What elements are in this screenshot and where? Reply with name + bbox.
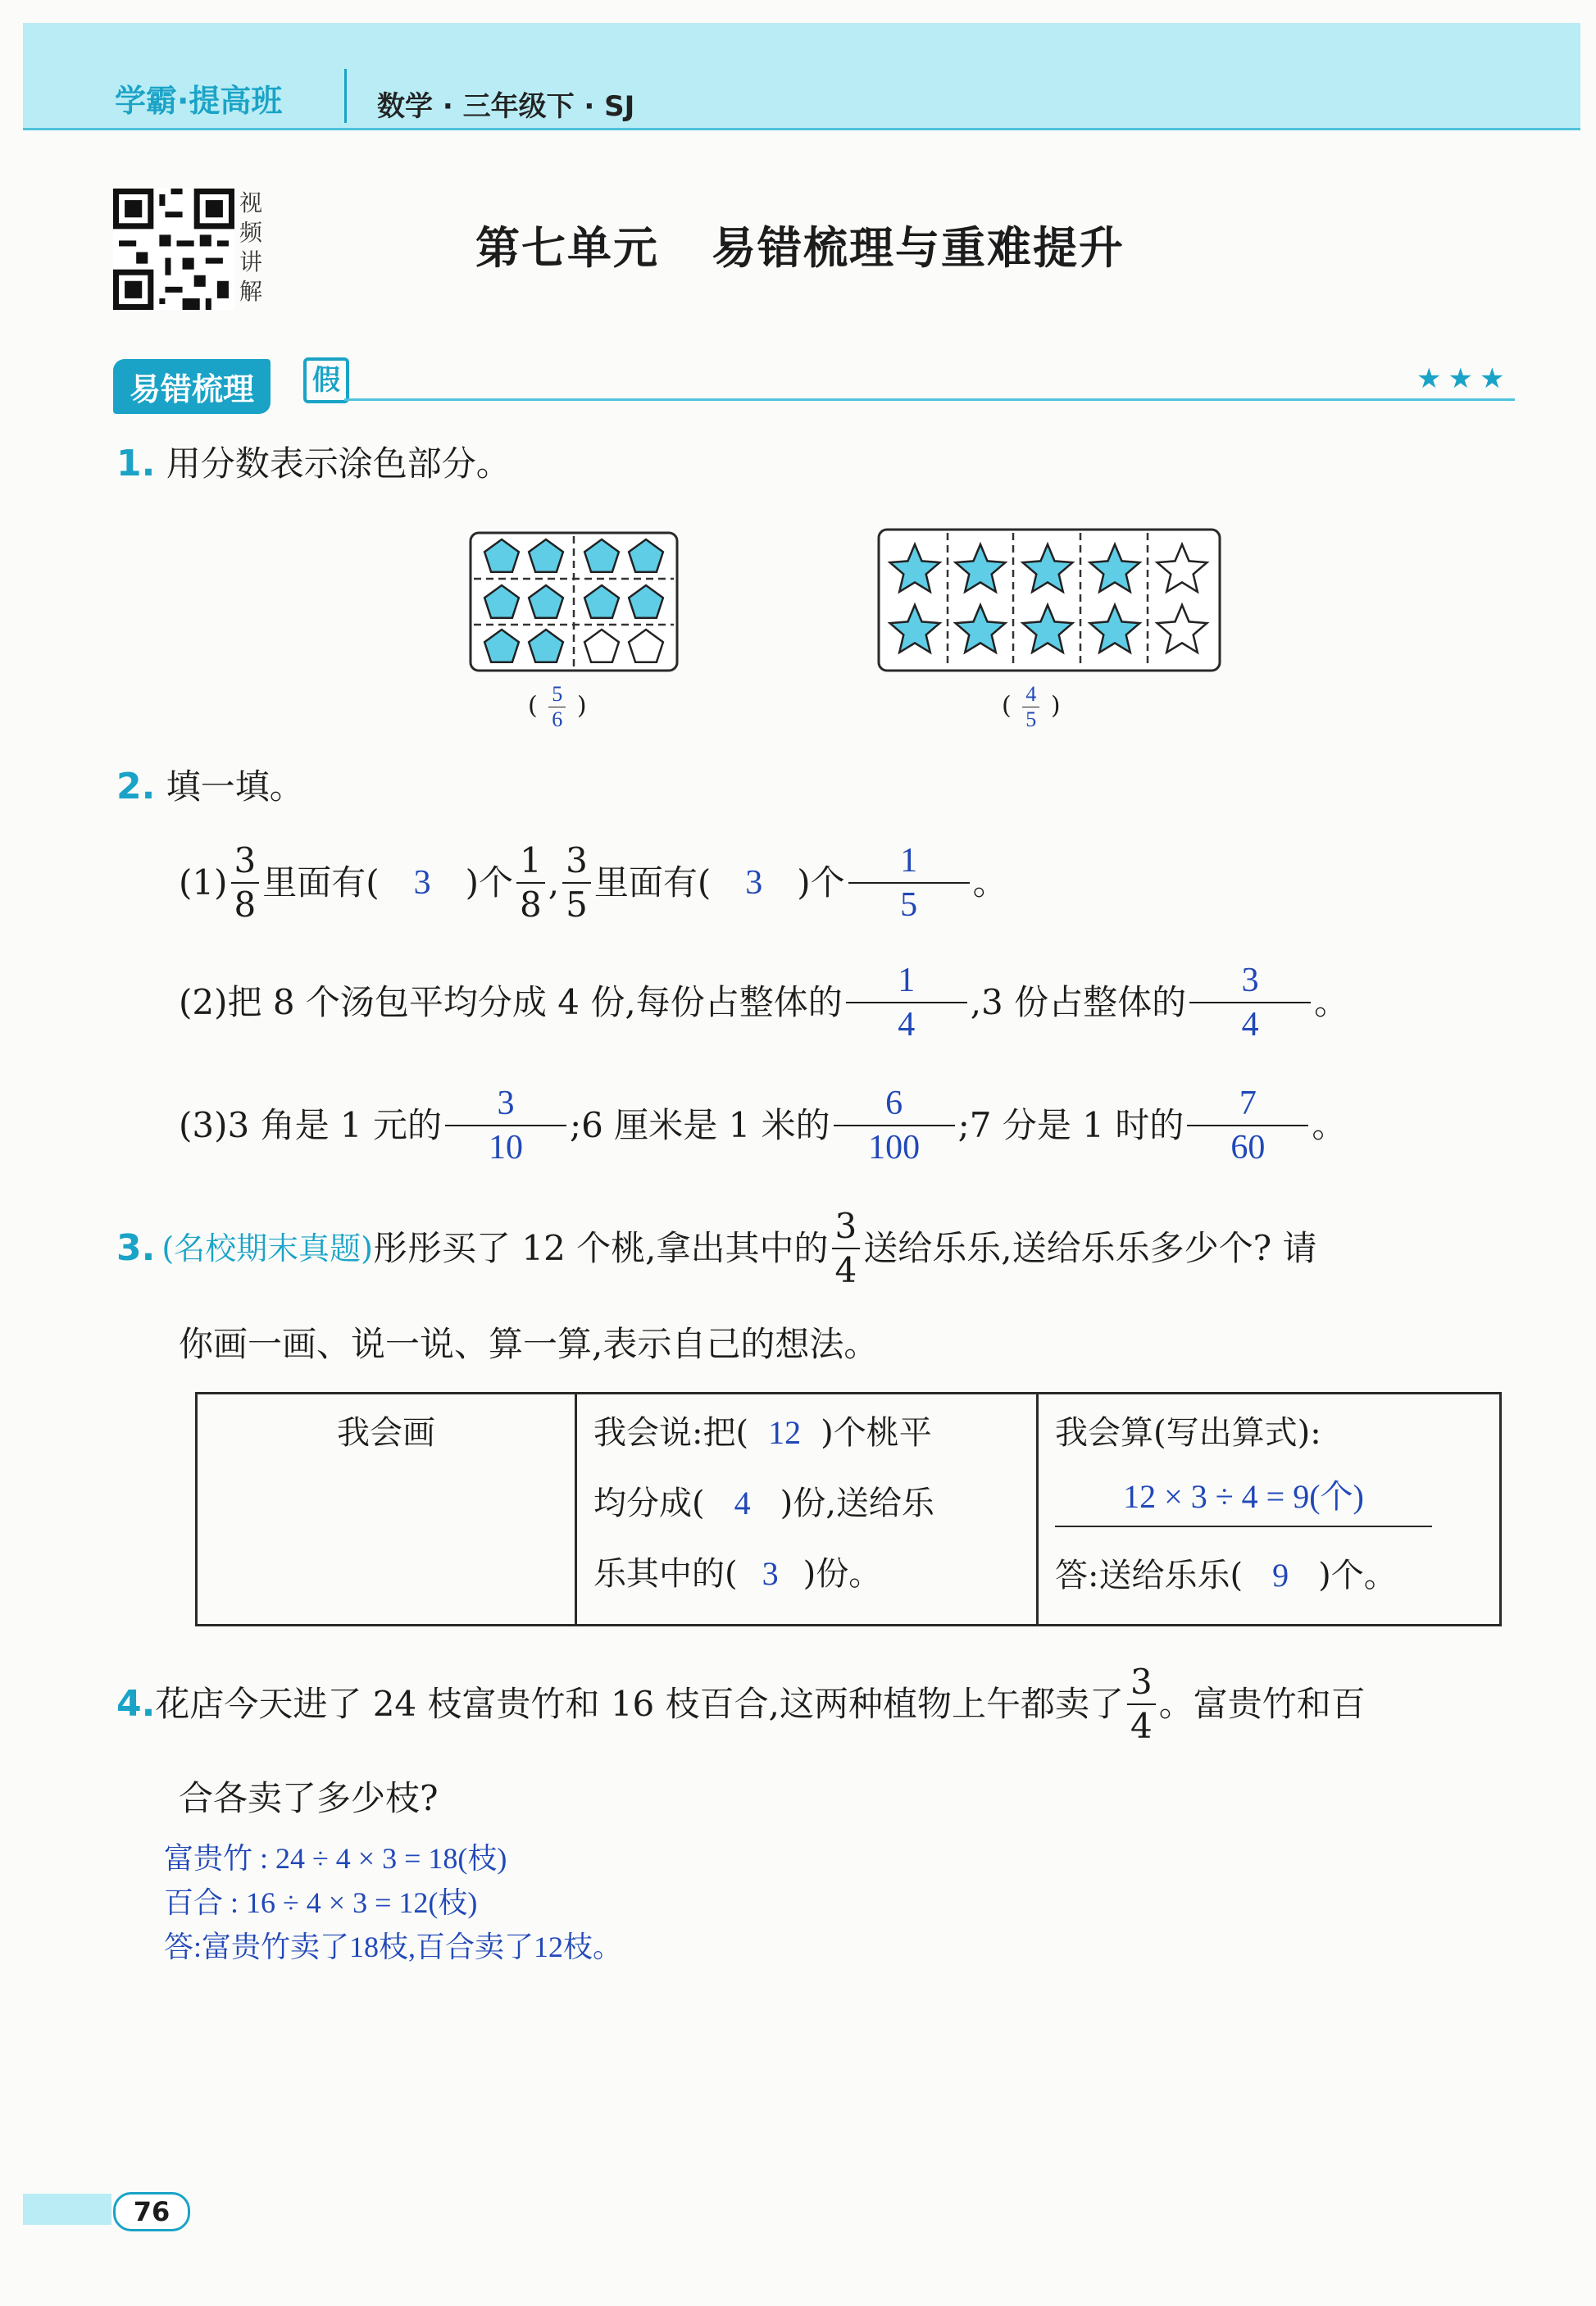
text: 3 角是 1 元的: [227, 1105, 442, 1145]
text: ;6 厘米是 1 米的: [570, 1105, 830, 1145]
answer-numerator: 7: [1187, 1082, 1308, 1126]
qr-code-icon[interactable]: [113, 189, 234, 310]
pentagon-answer: ( $\frac{5}{6}$ ): [528, 682, 587, 731]
answer-denominator: 10: [489, 1129, 523, 1167]
question-number: 3.: [116, 1227, 156, 1269]
answer-value: 3: [762, 1555, 779, 1592]
text: 里面有(: [593, 862, 712, 903]
question-3: [116, 1205, 1316, 1292]
fraction-numerator: 3: [231, 839, 260, 884]
calc-answer: 12 × 3 ÷ 4 = 9(个): [1055, 1468, 1432, 1527]
answer-denominator: 4: [1241, 1006, 1259, 1044]
answer-table: [195, 1392, 1502, 1626]
answer-denominator: 5: [1025, 707, 1037, 731]
text: 彤彤买了 12 个桃,拿出其中的: [373, 1228, 829, 1268]
question-number: 2.: [116, 766, 156, 807]
answer-line: 百合 : 16 ÷ 4 × 3 = 12(枝): [164, 1886, 478, 1919]
q2-part-1: [179, 839, 1007, 926]
text: 。: [1314, 982, 1349, 1022]
header-divider: [344, 69, 347, 123]
brand-label: 学霸·提高班: [115, 83, 283, 119]
text: 乐其中的(: [593, 1555, 738, 1593]
footer-band: [23, 2194, 111, 2225]
answer-denominator: 100: [868, 1129, 921, 1167]
calc-label: 我会算(写出算式):: [1055, 1414, 1321, 1452]
q4-answer-block: [164, 1836, 622, 1969]
fraction-denominator: 8: [520, 885, 542, 925]
question-3-line-2: 你画一画、说一说、算一算,表示自己的想法。: [179, 1324, 879, 1364]
answer-line: 富贵竹 : 24 ÷ 4 × 3 = 18(枝): [164, 1842, 507, 1875]
fraction-numerator: 3: [832, 1205, 861, 1249]
text: ;7 分是 1 时的: [957, 1105, 1184, 1145]
fraction-denominator: 4: [1130, 1706, 1153, 1746]
question-1: [116, 443, 511, 485]
text: 里面有(: [262, 862, 380, 903]
answer-denominator: 60: [1230, 1129, 1266, 1167]
answer-denominator: 4: [898, 1006, 916, 1044]
text: )个。: [1318, 1557, 1397, 1594]
fraction-numerator: 3: [1127, 1661, 1156, 1705]
fraction-numerator: 1: [516, 839, 545, 884]
question-text: 用分数表示涂色部分。: [166, 443, 511, 484]
answer-numerator: 4: [1022, 682, 1039, 707]
text: ,: [548, 862, 560, 903]
difficulty-stars: ★★★: [1416, 362, 1512, 395]
answer-numerator: 3: [445, 1082, 566, 1126]
text: 。: [1312, 1105, 1347, 1145]
q2-part-2: [179, 959, 1348, 1046]
fraction-numerator: 3: [562, 839, 591, 884]
section-rule: [344, 398, 1515, 401]
answer-value: 9: [1272, 1557, 1289, 1594]
text: )份,送给乐: [780, 1485, 934, 1522]
unit-topic: 易错梳理与重难提升: [712, 222, 1125, 274]
text: 。: [972, 862, 1007, 903]
pentagon-figure: [469, 531, 679, 672]
text: 花店今天进了 24 枝富贵竹和 16 枝百合,这两种植物上午都卖了: [155, 1684, 1124, 1724]
answer-numerator: 3: [1189, 959, 1311, 1003]
page-title: [475, 213, 1125, 276]
subject-label: 数学 · 三年级下 · SJ: [377, 90, 635, 123]
fraction-denominator: 4: [834, 1250, 857, 1290]
qr-label: 视频讲解: [239, 189, 263, 305]
fraction-denominator: 8: [234, 885, 257, 925]
fraction-denominator: 5: [566, 885, 588, 925]
draw-label: 我会画: [337, 1414, 435, 1452]
text: )个: [465, 862, 514, 903]
answer-numerator: 1: [848, 839, 970, 884]
draw-cell[interactable]: [197, 1394, 576, 1626]
text: 我会说:把(: [593, 1414, 749, 1452]
answer-line: 答:富贵竹卖了18枝,百合卖了12枝。: [164, 1931, 623, 1963]
answer-value: 3: [413, 864, 431, 902]
part-label: (1): [179, 862, 228, 903]
answer-numerator: 5: [548, 682, 566, 707]
text: 均分成(: [593, 1485, 705, 1522]
answer-value: 4: [734, 1485, 751, 1521]
unit-label: 第七单元: [475, 222, 659, 274]
star-answer: ( $\frac{4}{5}$ ): [1002, 682, 1061, 731]
text: )个: [797, 862, 845, 903]
page-number: 76: [113, 2192, 190, 2231]
text: 。富贵竹和百: [1158, 1684, 1366, 1724]
question-4: [116, 1661, 1366, 1748]
answer-denominator: 6: [552, 707, 563, 731]
q2-part-3: [179, 1082, 1346, 1169]
star-figure: [877, 528, 1221, 672]
text: 把 8 个汤包平均分成 4 份,每份占整体的: [227, 982, 843, 1022]
calc-cell: [1038, 1394, 1501, 1626]
text: )个桃平: [821, 1414, 932, 1452]
text: 答:送给乐乐(: [1055, 1557, 1244, 1594]
question-tag: (名校期末真题): [161, 1230, 373, 1267]
text: )份。: [803, 1555, 882, 1593]
part-label: (3): [179, 1105, 228, 1145]
section-tag: 易错梳理: [113, 359, 271, 414]
question-2: [116, 766, 304, 808]
question-number: 1.: [116, 443, 156, 484]
answer-value: 3: [745, 864, 763, 902]
text: 送给乐乐,送给乐乐多少个? 请: [863, 1228, 1317, 1268]
section-icon: 假: [303, 357, 349, 403]
answer-value: 12: [768, 1414, 802, 1451]
answer-numerator: 6: [834, 1082, 955, 1126]
question-4-line-2: 合各卖了多少枝?: [179, 1778, 439, 1818]
answer-denominator: 5: [900, 886, 918, 924]
answer-numerator: 1: [846, 959, 967, 1003]
say-cell: [576, 1394, 1038, 1626]
question-text: 填一填。: [166, 766, 304, 807]
text: ,3 份占整体的: [970, 982, 1187, 1022]
part-label: (2): [179, 982, 228, 1022]
question-number: 4.: [116, 1683, 156, 1725]
